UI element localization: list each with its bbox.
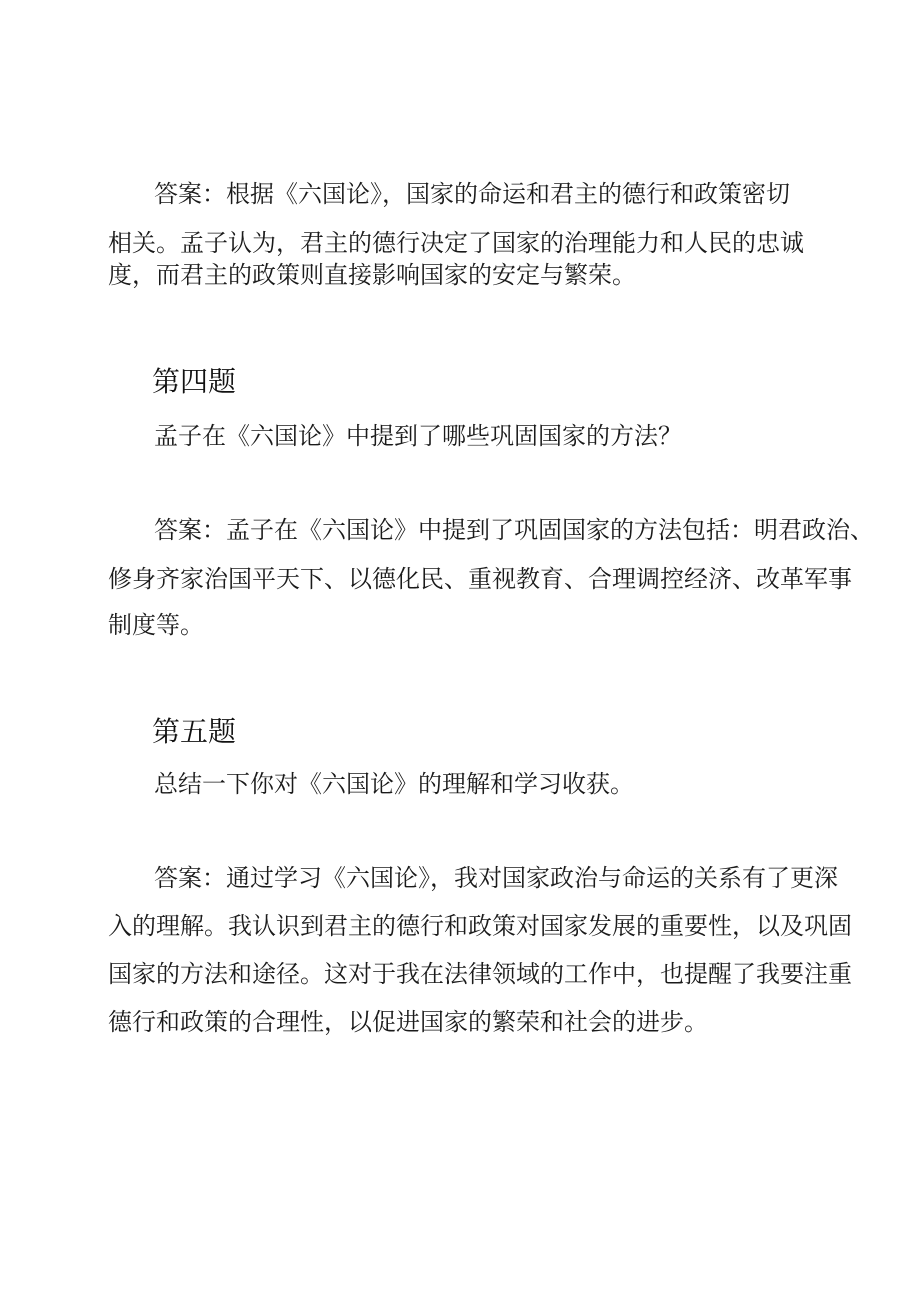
- heading-question-4: 第四题: [152, 365, 237, 398]
- question-5-text: 总结一下你对《六国论》的理解和学习收获。: [154, 770, 634, 798]
- answer-4-line-1: 答案：孟子在《六国论》中提到了巩固国家的方法包括：明君政治、: [154, 516, 874, 544]
- answer-5-line-1: 答案：通过学习《六国论》，我对国家政治与命运的关系有了更深: [154, 864, 838, 892]
- answer-3-line-2: 相关。孟子认为，君主的德行决定了国家的治理能力和人民的忠诚: [108, 229, 804, 257]
- answer-5-line-2: 入的理解。我认识到君主的德行和政策对国家发展的重要性，以及巩固: [108, 912, 852, 940]
- answer-5-line-4: 德行和政策的合理性，以促进国家的繁荣和社会的进步。: [108, 1008, 708, 1036]
- answer-5-line-3: 国家的方法和途径。这对于我在法律领域的工作中，也提醒了我要注重: [108, 960, 852, 988]
- answer-3-line-3: 度，而君主的政策则直接影响国家的安定与繁荣。: [108, 261, 636, 289]
- answer-3-line-1: 答案：根据《六国论》，国家的命运和君主的德行和政策密切: [154, 180, 790, 208]
- question-4-text: 孟子在《六国论》中提到了哪些巩固国家的方法？: [154, 422, 682, 450]
- heading-question-5: 第五题: [152, 715, 237, 748]
- answer-4-line-3: 制度等。: [108, 611, 204, 639]
- answer-4-line-2: 修身齐家治国平天下、以德化民、重视教育、合理调控经济、改革军事: [108, 565, 852, 593]
